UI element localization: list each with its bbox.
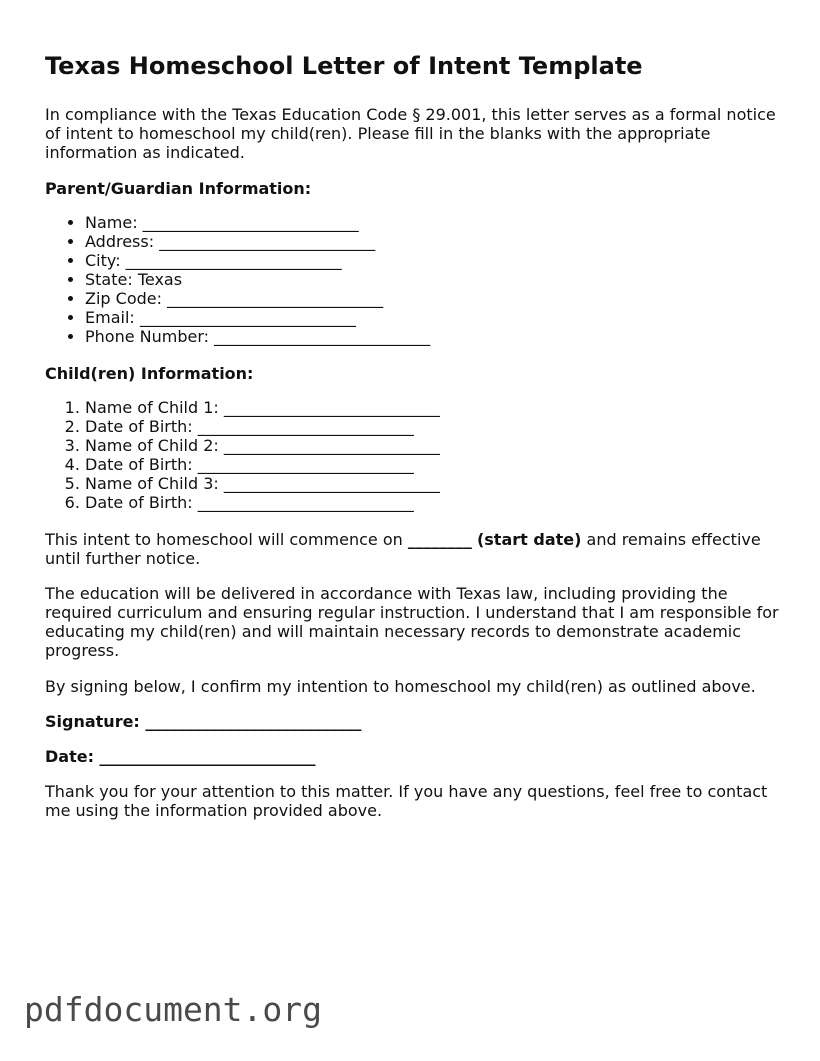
list-item: 4. Date of Birth: ___________________________ xyxy=(85,455,820,474)
list-item: • Zip Code: ___________________________ xyxy=(85,289,820,308)
document-title: Texas Homeschool Letter of Intent Template xyxy=(45,52,643,80)
confirm-paragraph: By signing below, I confirm my intention to homeschool my child(ren) as outlined above. xyxy=(45,677,756,696)
commence-text-before: This intent to homeschool will commence on xyxy=(45,530,408,549)
list-item: 3. Name of Child 2: ___________________________ xyxy=(85,436,820,455)
education-paragraph: The education will be delivered in accordance with Texas law, including providing the required curriculum and ensuring regular instruction. I understand that I am responsible for educating my child(ren) and will maintain necessary records to demonstrate academic progress. xyxy=(45,584,779,660)
commence-paragraph xyxy=(45,530,785,568)
commence-text-after: and remains effective until further notice. xyxy=(45,530,761,568)
parent-info-list xyxy=(45,213,820,346)
list-item: 6. Date of Birth: ___________________________ xyxy=(85,493,820,512)
children-info-list xyxy=(45,398,820,512)
list-item: • State: Texas xyxy=(85,270,820,289)
list-item: 5. Name of Child 3: ___________________________ xyxy=(85,474,820,493)
intro-paragraph: In compliance with the Texas Education Code § 29.001, this letter serves as a formal notice of intent to homeschool my child(ren). Please fill in the blanks with the appropriate information as indicated. xyxy=(45,105,776,162)
list-item: • City: ___________________________ xyxy=(85,251,820,270)
start-date-label: (start date) xyxy=(476,530,582,549)
list-item: • Name: ___________________________ xyxy=(85,213,820,232)
list-item: • Phone Number: ___________________________ xyxy=(85,327,820,346)
list-item: • Email: ___________________________ xyxy=(85,308,820,327)
start-date-blank: ________ xyxy=(407,530,472,549)
watermark-logo: pdfdocument.org xyxy=(24,990,323,1029)
children-section-heading: Child(ren) Information: xyxy=(45,364,254,383)
closing-paragraph: Thank you for your attention to this matter. If you have any questions, feel free to contact me using the information provided above. xyxy=(45,782,768,820)
parent-section-heading: Parent/Guardian Information: xyxy=(45,179,312,198)
list-item: 1. Name of Child 1: ___________________________ xyxy=(85,398,820,417)
signature-line: Signature: ___________________________ xyxy=(45,712,362,731)
date-line: Date: ___________________________ xyxy=(45,747,316,766)
list-item: 2. Date of Birth: ___________________________ xyxy=(85,417,820,436)
list-item: • Address: ___________________________ xyxy=(85,232,820,251)
